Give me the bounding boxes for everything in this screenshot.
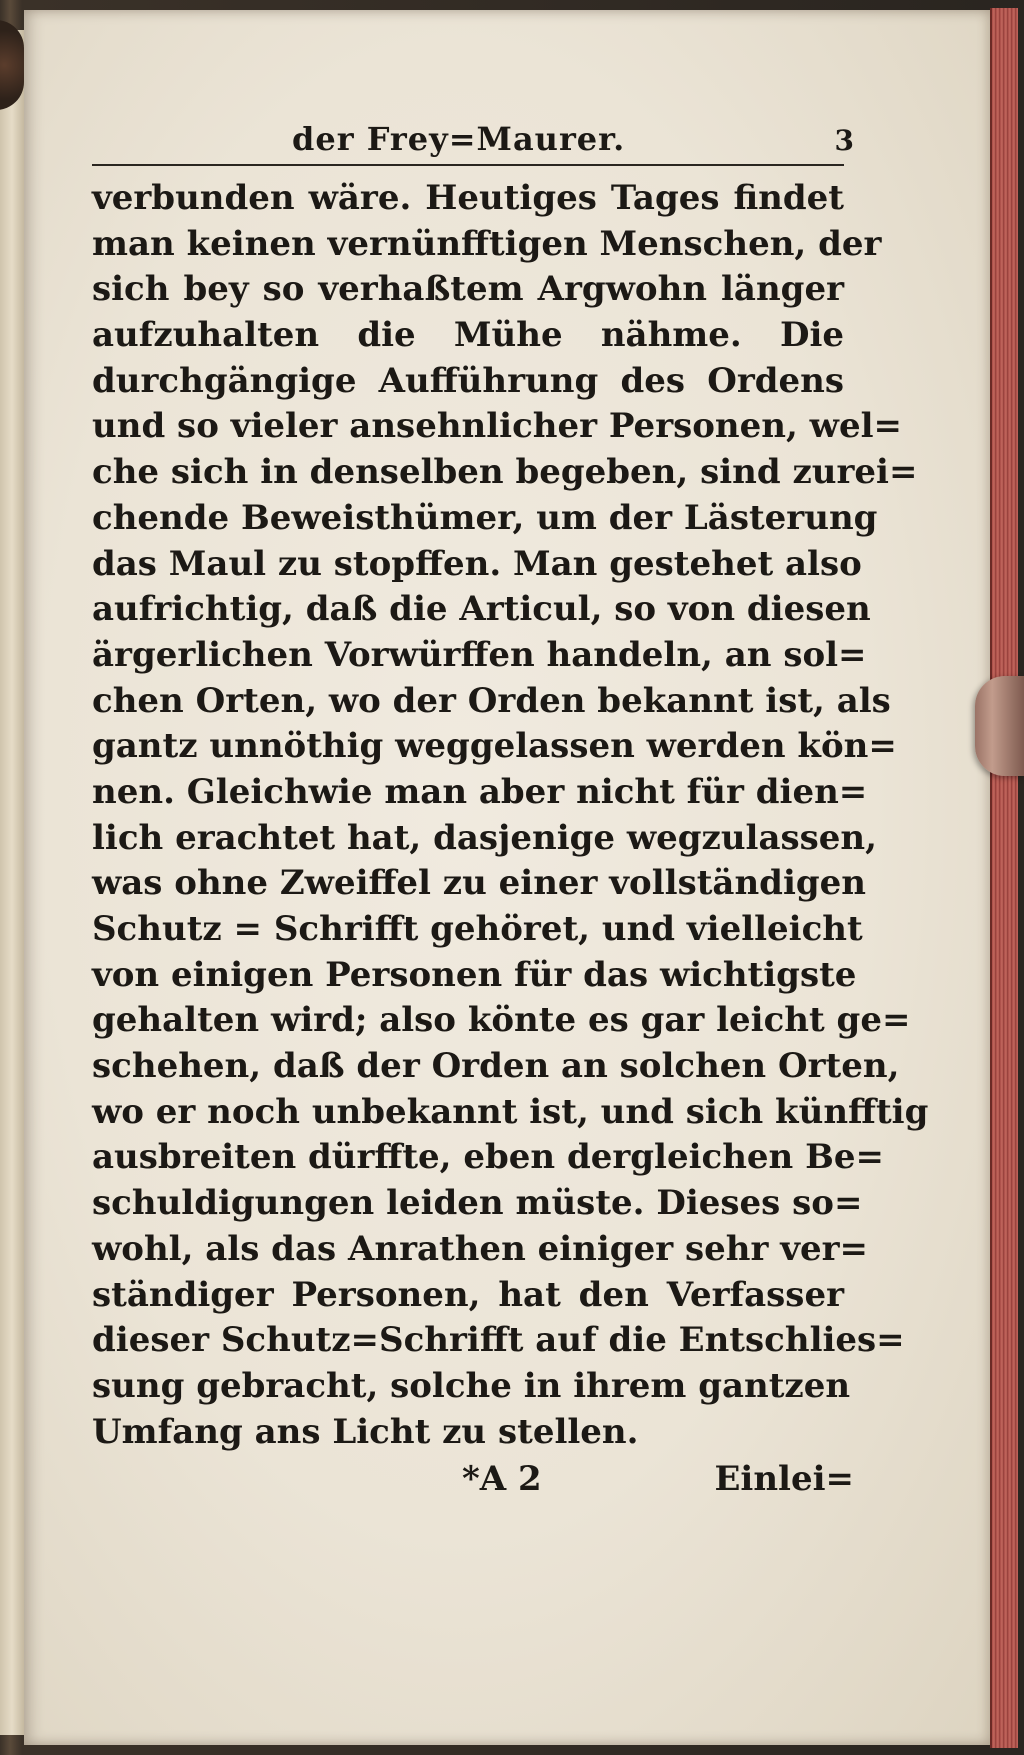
text-line: Schutz = Schrifft gehöret, und vielleicht	[92, 909, 863, 949]
signature-mark: *A 2	[462, 1459, 542, 1500]
text-line: von einigen Personen für das wichtigste	[92, 954, 857, 995]
text-line: das Maul zu stopffen. Man gestehet also	[92, 543, 862, 584]
left-page-edge	[0, 30, 27, 1735]
text-line: durchgängige Aufführung des Ordens	[92, 360, 844, 401]
text-line: lich erachtet hat, dasjenige wegzulassen,	[92, 817, 877, 858]
text-line: Umfang ans Licht zu stellen.	[92, 1411, 639, 1452]
text-line: chende Beweisthümer, um der Lästerung	[92, 497, 878, 538]
page-header	[92, 110, 852, 164]
text-line: gantz unnöthig weggelassen werden kön=	[92, 726, 897, 767]
red-page-edges	[990, 8, 1018, 1748]
text-line: wo er noch unbekannt ist, und sich künfftig	[92, 1091, 929, 1132]
text-line: gehalten wird; also könte es gar leicht ge=	[92, 1000, 911, 1041]
running-head: der Frey=Maurer.	[292, 120, 626, 158]
body-text	[92, 176, 929, 1455]
header-rule	[92, 164, 844, 166]
text-line: dieser Schutz=Schrifft auf die Entschlies=	[92, 1320, 905, 1361]
bookmark-ribbon	[975, 676, 1024, 776]
text-line: chen Orten, wo der Orden bekannt ist, als	[92, 680, 891, 721]
text-line: schehen, daß der Orden an solchen Orten,	[92, 1046, 900, 1087]
text-line: wohl, als das Anrathen einiger sehr ver=	[92, 1228, 868, 1269]
text-line: ärgerlichen Vorwürffen handeln, an sol=	[92, 634, 867, 675]
text-line: aufzuhalten die Mühe nähme. Die	[92, 315, 844, 356]
page-number: 3	[834, 124, 854, 157]
catchword: Einlei=	[714, 1459, 854, 1500]
text-line: che sich in denselben begeben, sind zurei=	[92, 452, 918, 493]
text-line: schuldigungen leiden müste. Dieses so=	[92, 1183, 863, 1224]
text-line: nen. Gleichwie man aber nicht für dien=	[92, 771, 868, 812]
text-line: sung gebracht, solche in ihrem gantzen	[92, 1365, 851, 1406]
text-line: verbunden wäre. Heutiges Tages findet	[92, 178, 844, 218]
text-line: und so vieler ansehnlicher Personen, wel=	[92, 406, 902, 447]
text-line: sich bey so verhaßtem Argwohn länger	[92, 269, 844, 310]
page-footer	[92, 1455, 852, 1515]
text-line: aufrichtig, daß die Articul, so von diesen	[92, 589, 871, 630]
text-line: was ohne Zweiffel zu einer vollständigen	[92, 863, 866, 904]
text-line: ausbreiten dürffte, eben dergleichen Be=	[92, 1137, 884, 1178]
page-text-block	[92, 110, 929, 1515]
text-line: man keinen vernünfftigen Menschen, der	[92, 223, 882, 264]
text-line: ständiger Personen, hat den Verfasser	[92, 1274, 844, 1315]
